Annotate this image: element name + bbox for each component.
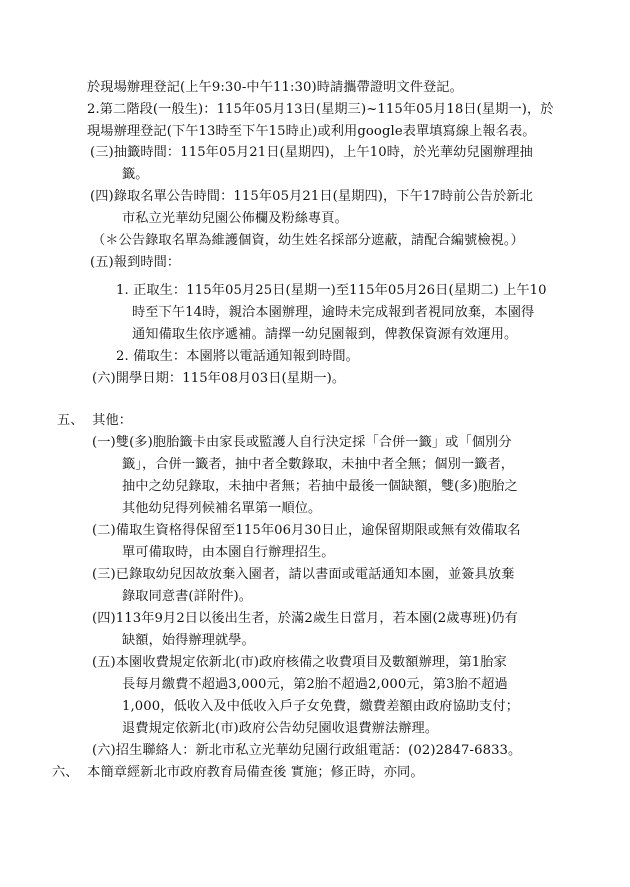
text-line: 通知備取生依序遞補。請擇一幼兒園報到，俾教保資源有效運用。 [132,327,518,342]
text-line: (五)報到時間： [90,255,181,270]
text-line: 籤。 [122,167,149,182]
text-line: (四)錄取名單公告時間：115年05月21日(星期四)，下午17時前公告於新北 [90,189,533,204]
section-heading: 五、 其他： [57,413,133,428]
text-line: 抽中之幼兒錄取，未抽中者無；若抽中最後一個缺額，雙(多)胞胎之 [122,479,518,494]
text-line: 1,000，低收入及中低收入戶子女免費，繳費差額由政府協助支付； [122,699,520,714]
section-heading: 六、 本簡章經新北市政府教育局備查後 實施；修正時，亦同。 [52,765,424,780]
text-line: 1. 正取生：115年05月25日(星期一)至115年05月26日(星期二) 上午10 [116,283,547,298]
text-line: 市私立光華幼兒園公佈欄及粉絲專頁。 [122,211,348,226]
text-line: (三)抽籤時間：115年05月21日(星期四)，上午10時，於光華幼兒園辦理抽 [90,145,533,160]
text-line: 現場辦理登記(下午13時至下午15時止)或利用google表單填寫線上報名表。 [87,124,536,139]
text-line: 單可備取時，由本園自行辦理招生。 [122,545,335,560]
text-line: 2. 備取生：本園將以電話通知報到時間。 [116,349,359,364]
text-line: (三)已錄取幼兒因故放棄入園者，請以書面或電話通知本園，並簽具放棄 [92,567,515,582]
text-line: （＊公告錄取名單為維護個資，幼生姓名採部分遮蔽，請配合編號檢視。） [92,233,524,248]
text-line: 於現場辦理登記(上午9:30-中午11:30)時請攜帶證明文件登記。 [87,80,463,95]
text-line: 退費規定依新北(市)政府公告幼兒園收退費辦法辦理。 [122,721,439,736]
text-line: 錄取同意書(詳附件)。 [122,589,253,604]
text-line: 缺額，始得辦理就學。 [122,633,255,648]
text-line: 時至下午14時，親洽本園辦理，逾時未完成報到者視同放棄，本園得 [132,305,535,320]
text-line: (六)開學日期：115年08月03日(星期一)。 [92,371,346,386]
text-line: (四)113年9月2日以後出生者，於滿2歲生日當月，若本園(2歲專班)仍有 [92,611,518,626]
text-line: (六)招生聯絡人：新北市私立光華幼兒園行政組電話：(02)2847-6833。 [92,743,522,758]
text-line: (二)備取生資格得保留至115年06月30日止，逾保留期限或無有效備取名 [92,523,521,538]
text-line: 長每月繳費不超過3,000元，第2胎不超過2,000元，第3胎不超過 [122,677,508,692]
text-line: (一)雙(多)胞胎籤卡由家長或監護人自行決定採「合併一籤」或「個別分 [92,435,512,450]
text-line: (五)本園收費規定依新北(市)政府核備之收費項目及數額辦理，第1胎家 [92,655,507,670]
text-line: 其他幼兒得列候補名單第一順位。 [122,501,322,516]
text-line: 籤」，合併一籤者，抽中者全數錄取，未抽中者全無；個別一籤者， [122,457,515,472]
text-line: 2.第二階段(一般生)：115年05月13日(星期三)~115年05月18日(星期一)，於 [87,102,554,117]
